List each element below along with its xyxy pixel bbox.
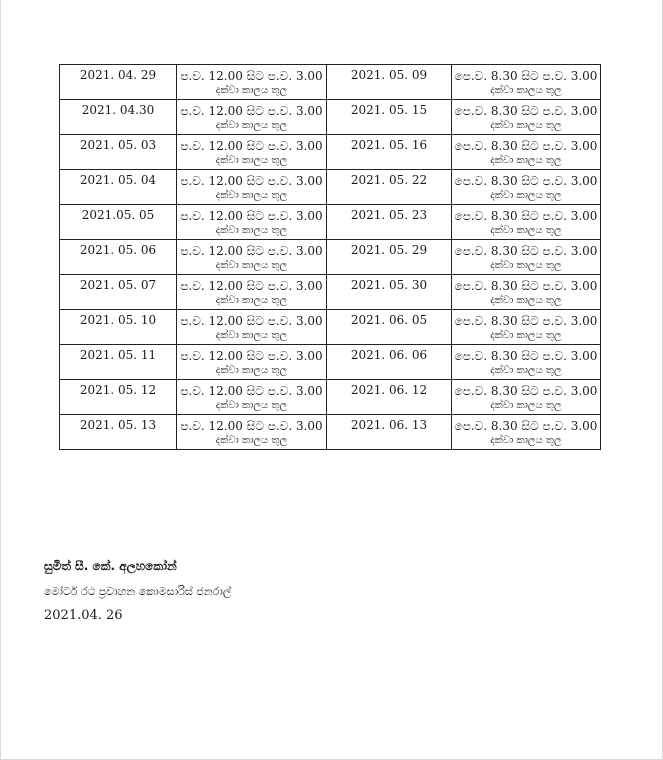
date-text: 2021. 05. 07 <box>79 278 157 292</box>
date-text: 2021. 05. 30 <box>350 278 428 292</box>
time-period-text: දක්වා කාලය තුල <box>215 120 288 131</box>
time-period-text: දක්වා කාලය තුල <box>215 365 288 376</box>
date-text: 2021. 06. 12 <box>350 383 428 397</box>
time-range-text: ප.ව. 12.00 සිට ප.ව. 3.00 <box>180 384 323 398</box>
time-cell <box>177 345 327 380</box>
date-cell <box>60 170 177 205</box>
date-cell <box>60 240 177 275</box>
table-row <box>60 345 601 380</box>
time-range-text: පෙ.ව. 8.30 සිට ප.ව. 3.00 <box>454 384 598 398</box>
date-text: 2021. 05. 09 <box>350 68 428 82</box>
table-row <box>60 275 601 310</box>
date-cell <box>327 65 452 100</box>
time-period-text: දක්වා කාලය තුල <box>490 260 562 271</box>
time-period-text: දක්වා කාලය තුල <box>215 295 288 306</box>
table-row <box>60 65 601 100</box>
time-cell <box>177 65 327 100</box>
signatory-title: මෝටර් රථ ප්‍රවාහන කොමසාරිස් ජනරාල් <box>44 585 232 598</box>
time-period-text: දක්වා කාලය තුල <box>490 85 562 96</box>
time-period-text: දක්වා කාලය තුල <box>215 260 288 271</box>
table-row <box>60 170 601 205</box>
date-cell <box>60 310 177 345</box>
date-cell <box>327 240 452 275</box>
time-cell <box>452 170 601 205</box>
date-text: 2021. 05. 11 <box>79 348 157 362</box>
date-cell <box>60 135 177 170</box>
time-range-text: ප.ව. 12.00 සිට ප.ව. 3.00 <box>180 104 323 118</box>
table-row <box>60 380 601 415</box>
time-cell <box>452 240 601 275</box>
date-cell <box>327 310 452 345</box>
table-row <box>60 205 601 240</box>
date-text: 2021. 06. 13 <box>350 418 428 432</box>
date-text: 2021. 05. 15 <box>350 103 428 117</box>
time-range-text: ප.ව. 12.00 සිට ප.ව. 3.00 <box>180 279 323 293</box>
date-text: 2021. 05. 23 <box>350 208 428 222</box>
time-cell <box>177 170 327 205</box>
time-range-text: පෙ.ව. 8.30 සිට ප.ව. 3.00 <box>454 314 598 328</box>
date-text: 2021. 05. 13 <box>79 418 157 432</box>
date-cell <box>327 345 452 380</box>
time-cell <box>177 205 327 240</box>
time-range-text: ප.ව. 12.00 සිට ප.ව. 3.00 <box>180 314 323 328</box>
time-cell <box>452 310 601 345</box>
time-range-text: ප.ව. 12.00 සිට ප.ව. 3.00 <box>180 139 323 153</box>
date-cell <box>327 275 452 310</box>
time-range-text: ප.ව. 12.00 සිට ප.ව. 3.00 <box>180 174 323 188</box>
time-period-text: දක්වා කාලය තුල <box>215 435 288 446</box>
time-cell <box>177 310 327 345</box>
date-cell <box>60 415 177 450</box>
date-cell <box>327 100 452 135</box>
time-cell <box>452 205 601 240</box>
time-period-text: දක්වා කාලය තුල <box>490 295 562 306</box>
time-range-text: ප.ව. 12.00 සිට ප.ව. 3.00 <box>180 69 323 83</box>
time-cell <box>452 135 601 170</box>
time-period-text: දක්වා කාලය තුල <box>215 190 288 201</box>
date-cell <box>327 170 452 205</box>
time-period-text: දක්වා කාලය තුල <box>215 85 288 96</box>
date-text: 2021. 05. 04 <box>79 173 157 187</box>
time-period-text: දක්වා කාලය තුල <box>490 120 562 131</box>
time-range-text: පෙ.ව. 8.30 සිට ප.ව. 3.00 <box>454 139 598 153</box>
date-text: 2021. 05. 06 <box>79 243 157 257</box>
date-cell <box>327 135 452 170</box>
time-cell <box>452 65 601 100</box>
time-cell <box>452 100 601 135</box>
date-cell <box>60 345 177 380</box>
time-cell <box>452 415 601 450</box>
time-range-text: ප.ව. 12.00 සිට ප.ව. 3.00 <box>180 419 323 433</box>
signatory-name: සුමිත් සී. කේ. අලහකෝන් <box>44 559 177 573</box>
time-range-text: පෙ.ව. 8.30 සිට ප.ව. 3.00 <box>454 209 598 223</box>
date-text: 2021. 06. 06 <box>350 348 428 362</box>
table-row <box>60 240 601 275</box>
table-row <box>60 310 601 345</box>
time-range-text: පෙ.ව. 8.30 සිට ප.ව. 3.00 <box>454 244 598 258</box>
time-cell <box>177 240 327 275</box>
time-period-text: දක්වා කාලය තුල <box>215 400 288 411</box>
time-cell <box>177 380 327 415</box>
time-range-text: ප.ව. 12.00 සිට ප.ව. 3.00 <box>180 349 323 363</box>
time-cell <box>452 380 601 415</box>
date-cell <box>60 65 177 100</box>
date-text: 2021. 05. 22 <box>350 173 428 187</box>
time-range-text: පෙ.ව. 8.30 සිට ප.ව. 3.00 <box>454 69 598 83</box>
date-cell <box>327 415 452 450</box>
signature-date: 2021.04. 26 <box>44 608 123 623</box>
date-cell <box>60 380 177 415</box>
time-period-text: දක්වා කාලය තුල <box>490 435 562 446</box>
time-range-text: පෙ.ව. 8.30 සිට ප.ව. 3.00 <box>454 174 598 188</box>
time-range-text: පෙ.ව. 8.30 සිට ප.ව. 3.00 <box>454 349 598 363</box>
time-cell <box>177 135 327 170</box>
time-cell <box>177 415 327 450</box>
schedule-table-body <box>60 65 601 450</box>
date-cell <box>60 205 177 240</box>
table-row <box>60 415 601 450</box>
time-period-text: දක්වා කාලය තුල <box>215 330 288 341</box>
date-text: 2021. 05. 16 <box>350 138 428 152</box>
date-text: 2021. 05. 29 <box>350 243 428 257</box>
time-range-text: පෙ.ව. 8.30 සිට ප.ව. 3.00 <box>454 104 598 118</box>
time-cell <box>452 345 601 380</box>
time-range-text: ප.ව. 12.00 සිට ප.ව. 3.00 <box>180 244 323 258</box>
time-period-text: දක්වා කාලය තුල <box>490 330 562 341</box>
time-period-text: දක්වා කාලය තුල <box>490 155 562 166</box>
time-range-text: පෙ.ව. 8.30 සිට ප.ව. 3.00 <box>454 279 598 293</box>
time-period-text: දක්වා කාලය තුල <box>215 155 288 166</box>
time-period-text: දක්වා කාලය තුල <box>490 365 562 376</box>
date-text: 2021. 05. 12 <box>79 383 157 397</box>
date-cell <box>60 100 177 135</box>
date-text: 2021. 06. 05 <box>350 313 428 327</box>
time-period-text: දක්වා කාලය තුල <box>215 225 288 236</box>
date-text: 2021. 04. 29 <box>79 68 157 82</box>
date-cell <box>327 380 452 415</box>
time-range-text: ප.ව. 12.00 සිට ප.ව. 3.00 <box>180 209 323 223</box>
time-cell <box>177 100 327 135</box>
time-period-text: දක්වා කාලය තුල <box>490 400 562 411</box>
date-text: 2021.05. 05 <box>81 208 155 222</box>
schedule-table <box>59 64 601 450</box>
table-row <box>60 135 601 170</box>
time-period-text: දක්වා කාලය තුල <box>490 225 562 236</box>
date-text: 2021. 05. 10 <box>79 313 157 327</box>
time-cell <box>177 275 327 310</box>
date-cell <box>327 205 452 240</box>
time-period-text: දක්වා කාලය තුල <box>490 190 562 201</box>
table-row <box>60 100 601 135</box>
time-cell <box>452 275 601 310</box>
time-range-text: පෙ.ව. 8.30 සිට ප.ව. 3.00 <box>454 419 598 433</box>
date-text: 2021. 04.30 <box>81 103 155 117</box>
date-text: 2021. 05. 03 <box>79 138 157 152</box>
date-cell <box>60 275 177 310</box>
